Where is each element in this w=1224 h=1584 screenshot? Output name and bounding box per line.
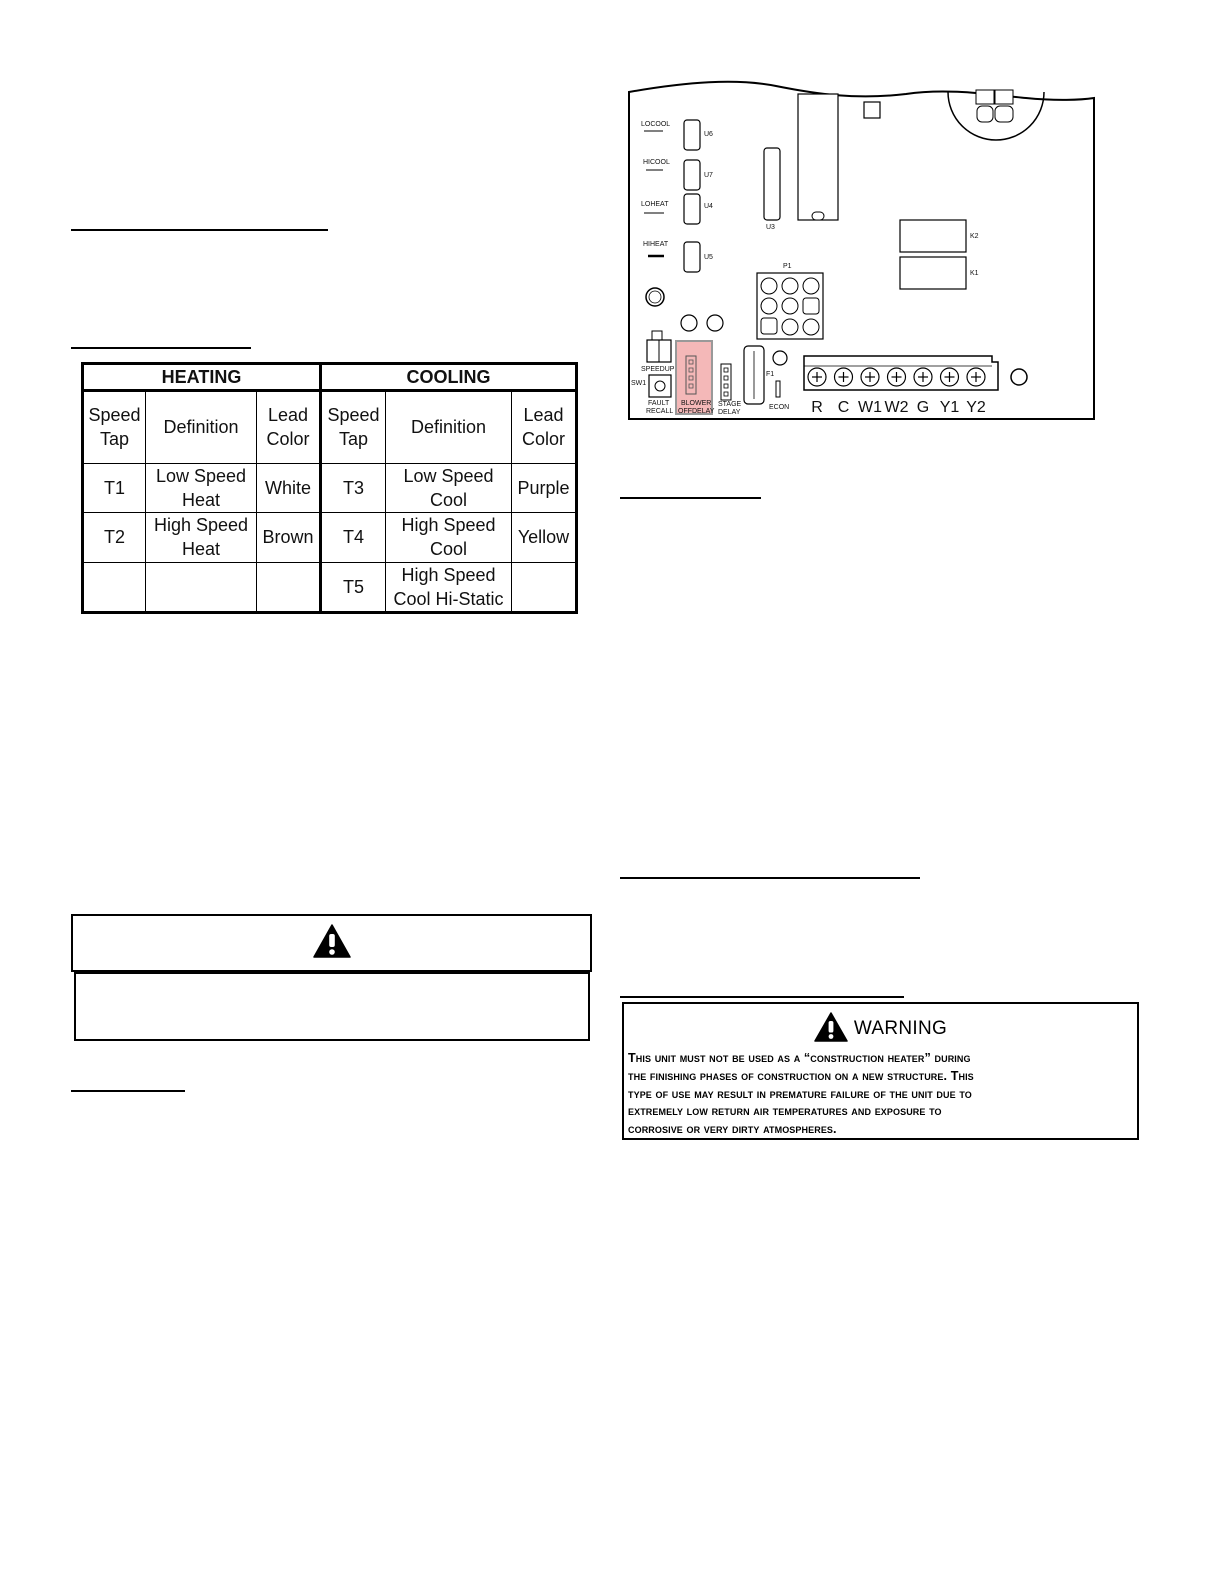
table-row (83, 513, 577, 562)
terminal-label: Y1 (939, 399, 960, 416)
fuse-label: F1 (766, 371, 775, 378)
econ-label: ECON (769, 404, 790, 411)
warning-line: corrosive or very dirty atmospheres. (628, 1122, 837, 1137)
table-cell: Low Speed Heat (146, 463, 257, 512)
table-cell: Low Speed Cool (386, 463, 512, 512)
delay-label: DELAY (718, 409, 741, 416)
relay-label-k2: K2 (970, 233, 979, 240)
fault-label: FAULT (648, 400, 670, 407)
caution-box (71, 914, 592, 1041)
chip-label-u6: U6 (704, 131, 713, 138)
warning-triangle-icon (814, 1012, 848, 1047)
control-board-diagram (626, 76, 1098, 422)
heating-group-header: HEATING (83, 364, 321, 391)
warning-text (628, 1050, 1135, 1139)
table-cell: High Speed Cool (386, 513, 512, 562)
table-cell: T3 (321, 463, 386, 512)
table-column-header-row (83, 391, 577, 464)
terminal-label: C (837, 399, 850, 416)
table-cell (512, 562, 577, 612)
column-header: Definition (386, 391, 512, 464)
table-row (83, 463, 577, 512)
column-header: Definition (146, 391, 257, 464)
section-rule-1 (71, 229, 328, 231)
blower-label: BLOWER (681, 400, 712, 407)
table-cell: T5 (321, 562, 386, 612)
table-cell (257, 562, 321, 612)
table-row (83, 562, 577, 612)
terminal-label: W1 (858, 399, 882, 416)
column-header: Speed Tap (83, 391, 146, 464)
terminal-label: R (811, 399, 823, 416)
relay-k2 (900, 220, 966, 252)
warning-line: the finishing phases of construction on a new structure. This (628, 1068, 974, 1083)
main-ic (798, 94, 838, 220)
table-cell: White (257, 463, 321, 512)
terminal-label: Y2 (966, 399, 986, 416)
cooling-group-header: COOLING (321, 364, 577, 391)
relay-k1 (900, 257, 966, 289)
table-cell: Brown (257, 513, 321, 562)
chip-label-u7: U7 (704, 172, 713, 179)
jumper-label-loheat: LOHEAT (641, 201, 669, 208)
column-header: Lead Color (512, 391, 577, 464)
column-header: Lead Color (257, 391, 321, 464)
table-group-header-row (83, 364, 577, 391)
section-rule-4 (620, 497, 761, 499)
warning-title: WARNING (853, 1018, 948, 1039)
warning-triangle-icon (313, 924, 351, 963)
table-cell: T1 (83, 463, 146, 512)
table-cell: High Speed Cool Hi-Static (386, 562, 512, 612)
table-cell: Purple (512, 463, 577, 512)
warning-title-row (624, 1012, 1137, 1046)
warning-line: This unit must not be used as a “construction heater” during (628, 1051, 971, 1065)
terminal-label: G (916, 399, 930, 416)
caution-header (71, 914, 592, 972)
recall-label: RECALL (646, 408, 674, 415)
section-rule-5 (620, 877, 920, 879)
table-cell: T2 (83, 513, 146, 562)
warning-line: type of use may result in premature failure of the unit due to (628, 1086, 972, 1101)
section-rule-6 (620, 996, 904, 998)
connector-label-p1: P1 (783, 263, 792, 270)
section-rule-2 (71, 347, 251, 349)
relay-label-k1: K1 (970, 270, 979, 277)
table-cell: Yellow (512, 513, 577, 562)
sw1-label: SW1 (631, 380, 647, 387)
warning-box (622, 1002, 1139, 1140)
warning-line: extremely low return air temperatures and exposure to (628, 1104, 942, 1119)
offdelay-label: OFFDELAY (678, 408, 715, 415)
jumper-label-hicool: HICOOL (643, 159, 670, 166)
jumper-label-locool: LOCOOL (641, 121, 671, 128)
column-header: Speed Tap (321, 391, 386, 464)
caution-body (74, 972, 590, 1041)
chip-label-u3: U3 (766, 224, 775, 231)
chip-label-u5: U5 (704, 254, 713, 261)
section-rule-3 (71, 1090, 185, 1092)
table-cell: T4 (321, 513, 386, 562)
terminal-label: W2 (884, 399, 909, 416)
table-cell (83, 562, 146, 612)
jumper-label-hiheat: HIHEAT (643, 241, 669, 248)
chip-label-u4: U4 (704, 203, 713, 210)
table-cell (146, 562, 257, 612)
speed-tap-table (81, 362, 578, 614)
table-cell: High Speed Heat (146, 513, 257, 562)
stage-label: STAGE (718, 401, 742, 408)
speedup-label: SPEEDUP (641, 366, 675, 373)
